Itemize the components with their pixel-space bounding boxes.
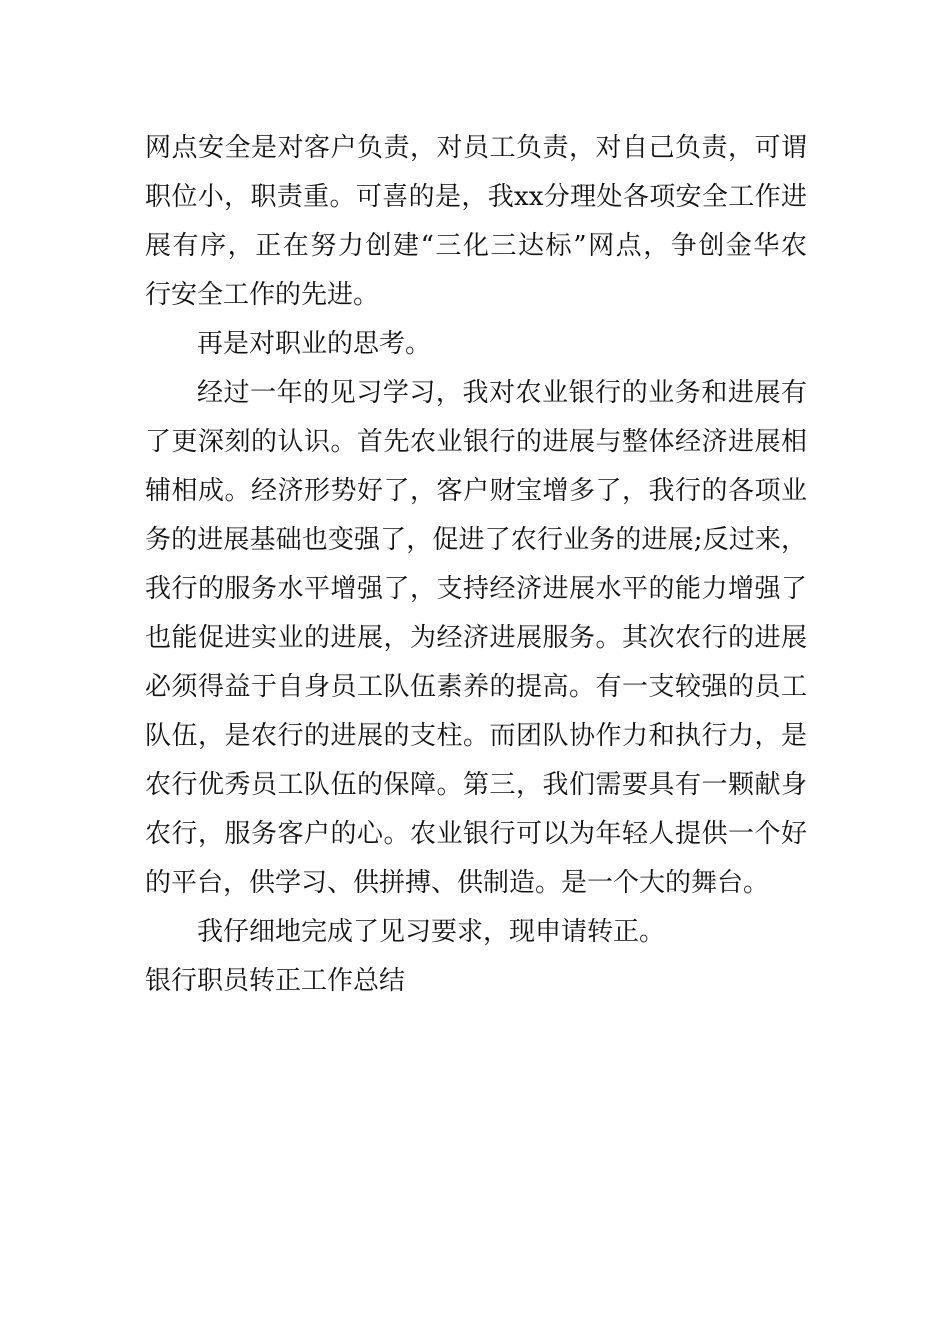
paragraph-safety — [145, 124, 807, 320]
text-line: 也能促进实业的进展，为经济进展服务。其次农行的进展 — [145, 623, 807, 653]
text-line: 我仔细地完成了见习要求，现申请转正。 — [197, 917, 666, 947]
text-line: 了更深刻的认识。首先农业银行的进展与整体经济进展相 — [145, 427, 807, 457]
text-line: 我行的服务水平增强了，支持经济进展水平的能力增强了 — [145, 574, 807, 604]
text-line: 职位小，职责重。可喜的是，我xx分理处各项安全工作进 — [145, 182, 807, 212]
text-line: 农行，服务客户的心。农业银行可以为年轻人提供一个好 — [145, 819, 807, 849]
document-body — [145, 124, 807, 1006]
text-line: 必须得益于自身员工队伍素养的提高。有一支较强的员工 — [145, 672, 807, 702]
section-title: 银行职员转正工作总结 — [145, 966, 406, 996]
text-line: 经过一年的见习学习，我对农业银行的业务和进展有 — [197, 378, 807, 408]
text-line: 农行优秀员工队伍的保障。第三，我们需要具有一颗献身 — [145, 770, 807, 800]
text-line: 队伍，是农行的进展的支柱。而团队协作力和执行力，是 — [145, 721, 807, 751]
text-line: 网点安全是对客户负责，对员工负责，对自己负责，可谓 — [145, 133, 807, 163]
next-section-title — [145, 957, 807, 1006]
text-line: 展有序，正在努力创建“三化三达标”网点，争创金华农 — [145, 231, 807, 261]
text-line: 的平台，供学习、供拼搏、供制造。是一个大的舞台。 — [145, 868, 770, 898]
paragraph-application — [145, 908, 807, 957]
paragraph-career-thoughts — [145, 320, 807, 369]
text-line: 辅相成。经济形势好了，客户财宝增多了，我行的各项业 — [145, 476, 807, 506]
text-line: 行安全工作的先进。 — [145, 280, 380, 310]
text-line: 再是对职业的思考。 — [197, 329, 432, 359]
text-line: 务的进展基础也变强了，促进了农行业务的进展;反过来， — [145, 525, 807, 555]
paragraph-bank-development — [145, 369, 807, 908]
